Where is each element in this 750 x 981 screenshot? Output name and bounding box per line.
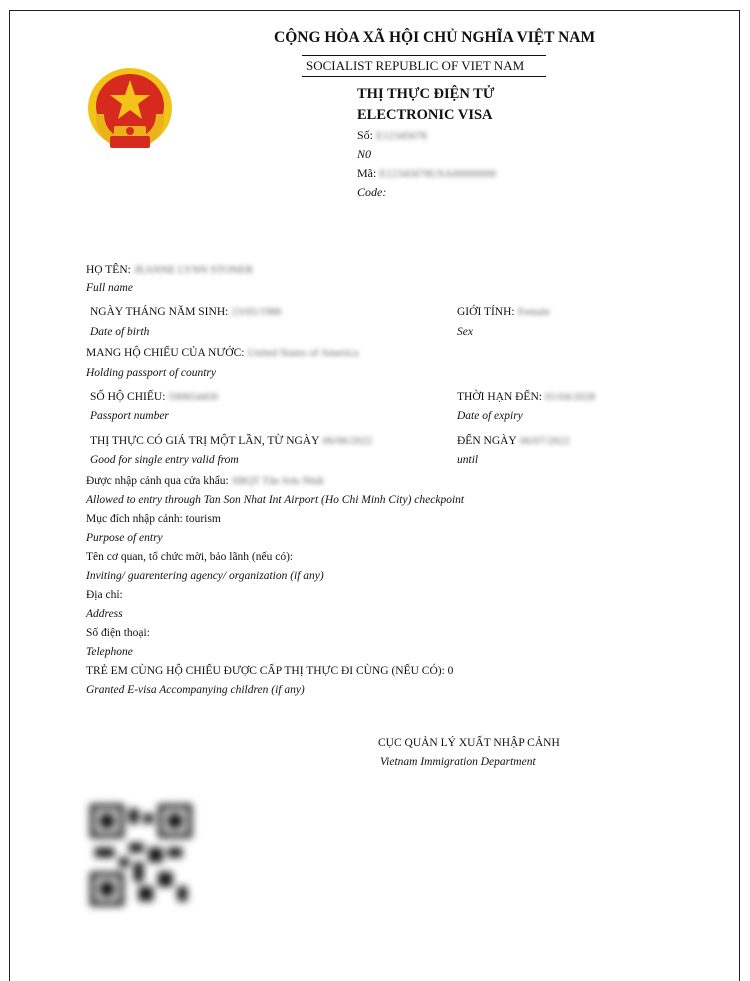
checkpoint-row: Được nhập cảnh qua cửa khẩu: SBQT Tân Sơn Nhất — [86, 475, 324, 487]
nationality-row: MANG HỘ CHIẾU CỦA NƯỚC: United States of America — [86, 347, 359, 359]
dob-label-en: Date of birth — [90, 326, 150, 338]
passport-value: 590654456 — [168, 391, 218, 403]
checkpoint-value: SBQT Tân Sơn Nhất — [231, 475, 324, 487]
checkpoint-label-en: Allowed to entry through Tan Son Nhat Int Airport (Ho Chi Minh City) checkpoint — [86, 494, 465, 506]
visa-number-row: Số: E12345678 — [357, 128, 427, 142]
sex-row: GIỚI TÍNH: Female — [457, 306, 550, 318]
valid-from-label-en: Good for single entry valid from — [90, 454, 239, 466]
divider — [302, 55, 546, 56]
dob-value: 23/05/1986 — [231, 306, 282, 318]
national-emblem-icon — [84, 64, 176, 156]
divider — [302, 76, 546, 77]
agency-label-en: Inviting/ guarentering agency/ organization (if any) — [86, 570, 324, 582]
valid-from-row: THỊ THỰC CÓ GIÁ TRỊ MỘT LẦN, TỪ NGÀY 06/06/2022 — [90, 435, 373, 447]
visa-number-label-en: N0 — [357, 147, 372, 161]
telephone-label-en: Telephone — [86, 646, 133, 658]
issuing-department-vi: CỤC QUẢN LÝ XUẤT NHẬP CẢNH — [378, 737, 560, 749]
children-label-vi: TRẺ EM CÙNG HỘ CHIẾU ĐƯỢC CẤP THỊ THỰC ĐI CÙNG (NẾU CÓ): 0 — [86, 665, 454, 677]
sex-value: Female — [517, 306, 550, 318]
valid-from-value: 06/06/2022 — [322, 435, 373, 447]
sex-label-en: Sex — [457, 326, 473, 338]
purpose-label-en: Purpose of entry — [86, 532, 163, 544]
passport-label-en: Passport number — [90, 410, 169, 422]
agency-label-vi: Tên cơ quan, tổ chức mời, bảo lãnh (nếu có): — [86, 551, 294, 563]
doc-title-vi: THỊ THỰC ĐIỆN TỬ — [357, 86, 495, 102]
nationality-label-en: Holding passport of country — [86, 367, 217, 379]
full-name-label-en: Full name — [86, 282, 133, 294]
expiry-value: 01/04/2028 — [544, 391, 596, 403]
full-name-row: HỌ TÊN: JEANNE LYNN STONER — [86, 264, 253, 276]
purpose-label-vi: Mục đích nhập cảnh: tourism — [86, 513, 221, 525]
valid-until-row: ĐẾN NGÀY 06/07/2022 — [457, 435, 570, 447]
expiry-label-en: Date of expiry — [457, 410, 523, 422]
telephone-label-vi: Số điện thoại: — [86, 627, 150, 639]
country-title-en: SOCIALIST REPUBLIC OF VIET NAM — [306, 58, 525, 73]
issuing-department-en: Vietnam Immigration Department — [380, 756, 536, 768]
valid-until-label-en: until — [457, 454, 479, 466]
expiry-row: THỜI HẠN ĐẾN: 01/04/2028 — [457, 391, 596, 403]
doc-title-en: ELECTRONIC VISA — [357, 107, 493, 123]
qr-code-icon — [90, 804, 192, 906]
visa-code-label-en: Code: — [357, 185, 387, 199]
country-title-vi: CỘNG HÒA XÃ HỘI CHỦ NGHĨA VIỆT NAM — [274, 29, 596, 46]
children-label-en: Granted E-visa Accompanying children (if any) — [86, 684, 305, 696]
passport-row: SỐ HỘ CHIẾU: 590654456 — [90, 391, 218, 403]
visa-code-row: Mã: E12345678USA00000000 — [357, 166, 497, 180]
visa-number-value: E12345678 — [376, 130, 427, 142]
valid-until-value: 06/07/2022 — [519, 435, 570, 447]
nationality-value: United States of America — [247, 347, 359, 359]
address-label-en: Address — [86, 608, 123, 620]
address-label-vi: Địa chỉ: — [86, 589, 123, 601]
dob-row: NGÀY THÁNG NĂM SINH: 23/05/1986 — [90, 306, 282, 318]
visa-code-value: E12345678USA00000000 — [379, 168, 497, 180]
full-name-value: JEANNE LYNN STONER — [133, 264, 253, 276]
